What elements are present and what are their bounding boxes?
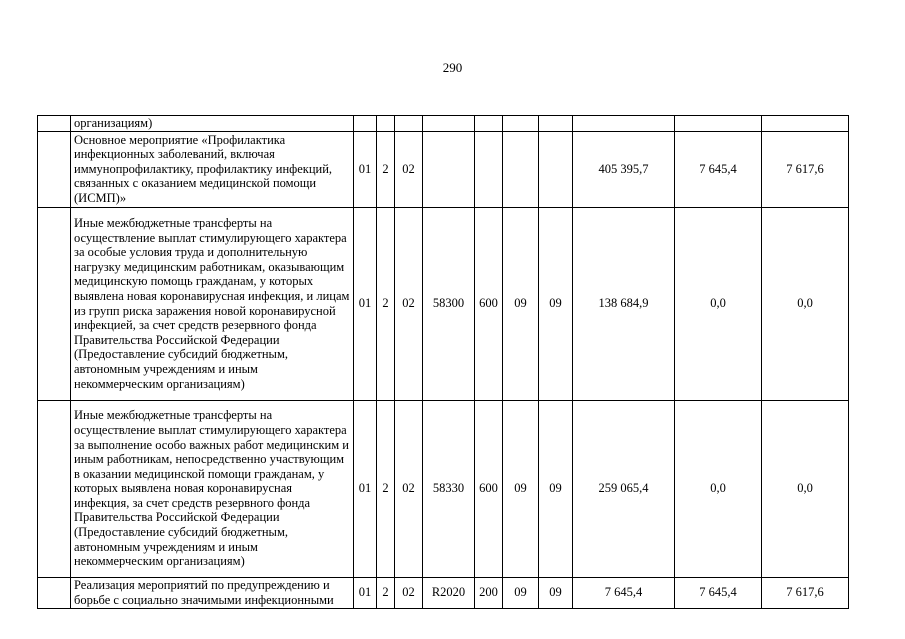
amount-year-1: 7 645,4 <box>573 577 675 608</box>
amount-year-3: 7 617,6 <box>762 131 849 207</box>
row-name-cell: Реализация мероприятий по предупреждению и борьбе с социально значимыми инфекционными <box>71 577 354 608</box>
amount-year-1: 405 395,7 <box>573 131 675 207</box>
budget-table <box>37 115 849 609</box>
code-cell-subsection: 09 <box>539 577 573 608</box>
table-row <box>38 400 849 577</box>
code-cell-direction <box>423 131 475 207</box>
amount-year-2: 7 645,4 <box>675 131 762 207</box>
amount-year-2 <box>675 116 762 132</box>
amount-year-1: 138 684,9 <box>573 207 675 400</box>
code-cell-subprogram: 2 <box>377 577 395 608</box>
code-cell-direction: 58330 <box>423 400 475 577</box>
page-number: 290 <box>442 60 463 75</box>
amount-year-3: 0,0 <box>762 207 849 400</box>
code-cell-section: 09 <box>503 577 539 608</box>
row-number-cell <box>38 131 71 207</box>
amount-year-2: 0,0 <box>675 400 762 577</box>
table-row <box>38 207 849 400</box>
amount-year-1: 259 065,4 <box>573 400 675 577</box>
code-cell-program <box>354 116 377 132</box>
code-cell-subsection: 09 <box>539 400 573 577</box>
code-cell-program: 01 <box>354 577 377 608</box>
code-cell-event: 02 <box>395 131 423 207</box>
row-number-cell <box>38 116 71 132</box>
row-number-cell <box>38 207 71 400</box>
code-cell-event: 02 <box>395 577 423 608</box>
code-cell-event: 02 <box>395 207 423 400</box>
row-number-cell <box>38 577 71 608</box>
code-cell-subsection <box>539 116 573 132</box>
amount-year-3 <box>762 116 849 132</box>
table-row <box>38 116 849 132</box>
code-cell-direction: 58300 <box>423 207 475 400</box>
amount-year-3: 7 617,6 <box>762 577 849 608</box>
code-cell-section <box>503 116 539 132</box>
code-cell-program: 01 <box>354 131 377 207</box>
amount-year-3: 0,0 <box>762 400 849 577</box>
code-cell-program: 01 <box>354 207 377 400</box>
code-cell-section: 09 <box>503 400 539 577</box>
row-number-cell <box>38 400 71 577</box>
code-cell-subprogram: 2 <box>377 131 395 207</box>
code-cell-event <box>395 116 423 132</box>
code-cell-subsection <box>539 131 573 207</box>
code-cell-subprogram: 2 <box>377 207 395 400</box>
code-cell-section: 09 <box>503 207 539 400</box>
row-name-cell: Иные межбюджетные трансферты на осуществление выплат стимулирующего характера за выполнение особо важных работ медицинским и иным работникам, непосредственно участвующим в оказании медицинской помощи гражданам, у которых выявлена новая коронавирусная инфекция, за счет средств резервного фонда Правительства Российской Федерации (Предоставление субсидий бюджетным, автономным учреждениям и иным некоммерческим организациям) <box>71 400 354 577</box>
row-name-cell: Иные межбюджетные трансферты на осуществление выплат стимулирующего характера за особые условия труда и дополнительную нагрузку медицинским работникам, оказывающим медицинскую помощь гражданам, у которых выявлена новая коронавирусная инфекция, и лицам из групп риска заражения новой коронавирусной инфекцией, за счет средств резервного фонда Правительства Российской Федерации (Предоставление субсидий бюджетным, автономным учреждениям и иным некоммерческим организациям) <box>71 207 354 400</box>
code-cell-expense-type: 600 <box>475 207 503 400</box>
amount-year-1 <box>573 116 675 132</box>
table-row <box>38 131 849 207</box>
code-cell-direction: R2020 <box>423 577 475 608</box>
amount-year-2: 0,0 <box>675 207 762 400</box>
code-cell-program: 01 <box>354 400 377 577</box>
code-cell-subsection: 09 <box>539 207 573 400</box>
code-cell-subprogram: 2 <box>377 400 395 577</box>
row-name-cell: организациям) <box>71 116 354 132</box>
code-cell-event: 02 <box>395 400 423 577</box>
code-cell-direction <box>423 116 475 132</box>
code-cell-expense-type: 200 <box>475 577 503 608</box>
code-cell-subprogram <box>377 116 395 132</box>
code-cell-expense-type <box>475 116 503 132</box>
code-cell-expense-type <box>475 131 503 207</box>
row-name-cell: Основное мероприятие «Профилактика инфекционных заболеваний, включая иммунопрофилактику, профилактику инфекций, связанных с оказанием медицинской помощи (ИСМП)» <box>71 131 354 207</box>
table-row <box>38 577 849 608</box>
amount-year-2: 7 645,4 <box>675 577 762 608</box>
code-cell-section <box>503 131 539 207</box>
code-cell-expense-type: 600 <box>475 400 503 577</box>
